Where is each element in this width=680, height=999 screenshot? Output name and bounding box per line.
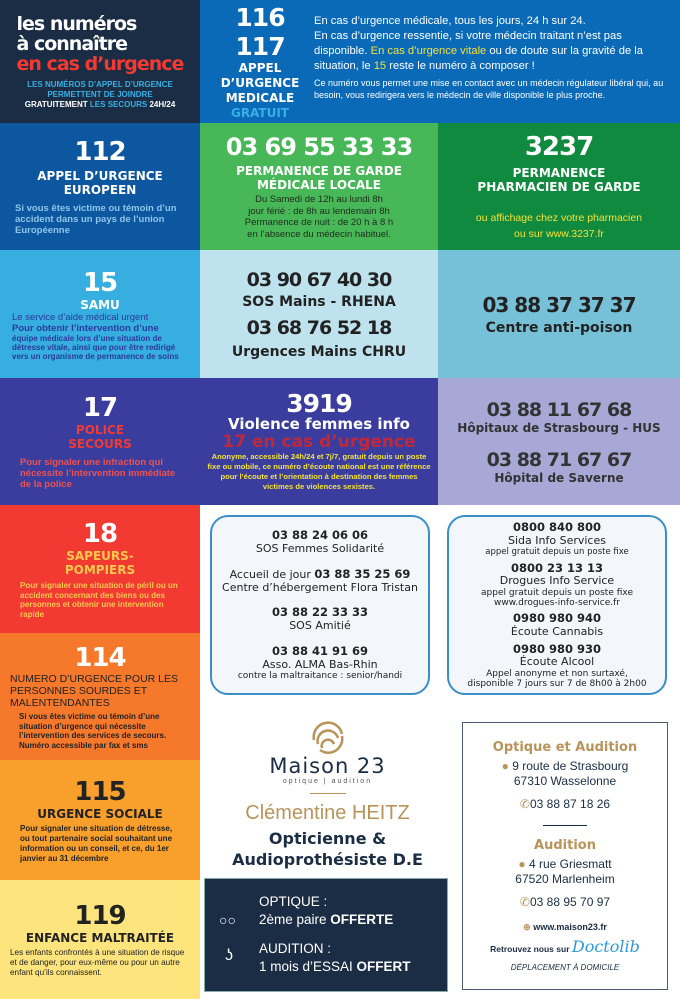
title-line: à connaître — [16, 32, 128, 55]
title: Violence femmes info — [227, 414, 410, 433]
t: 03 88 95 70 97 — [529, 895, 611, 909]
line — [222, 568, 418, 581]
sub: appel gratuit depuis un poste fixe — [485, 547, 629, 558]
entry — [256, 529, 384, 555]
t: reste le numéro à composer ! — [386, 60, 535, 72]
label: Hôpital de Saverne — [494, 470, 624, 485]
title: PERMANENCE DE GARDE MÉDICALE LOCALE — [236, 164, 402, 192]
website-link[interactable] — [523, 920, 607, 935]
t: OFFERTE — [330, 912, 394, 927]
p: Ce numéro vous permet une mise en contact avec un médecin régulateur libéral qui, au besoin, vous redirigera vers le médecin de ville disponible le plus proche. — [314, 78, 664, 100]
label — [221, 61, 300, 121]
desc — [476, 210, 642, 242]
maison23-logo-icon — [308, 720, 348, 754]
panel-18 — [0, 505, 200, 633]
phone[interactable]: 0980 980 940 — [512, 611, 602, 626]
phone-icon: ✆ — [519, 895, 530, 909]
phone[interactable]: 03 88 41 91 69 — [271, 643, 369, 658]
t: POMPIERS — [64, 563, 136, 577]
desc: Anonyme, accessible 24h/24 et 7j/7, gratuit depuis un poste fixe ou mobile, ce numéro d’écoute national est une référence pour l’écoute et l’orientation à destination des femmes victimes de violences sexistes. — [207, 451, 431, 491]
sub: disponible 7 jours sur 7 de 8h00 à 2h00 — [467, 678, 647, 689]
t: En cas d’urgence vitale — [370, 45, 487, 57]
location-pin-icon: ● — [501, 759, 509, 773]
helplines-box-2 — [447, 515, 667, 695]
label: Centre d’hébergement Flora Tristan — [222, 580, 418, 594]
label: SOS Mains - RHENA — [242, 294, 396, 310]
d: ou sur www.3237.fr — [514, 227, 604, 240]
helplines-box-1 — [210, 515, 430, 695]
entry — [467, 643, 646, 689]
phone[interactable]: 03 88 35 25 69 — [314, 566, 411, 581]
t: POLICE — [75, 423, 125, 437]
p: En cas d’urgence médicale, tous les jours, 24 h sur 24. — [314, 15, 586, 27]
panel-3919 — [200, 378, 438, 505]
t: 2ème paire — [259, 912, 331, 927]
title: ENFANCE MALTRAITÉE — [25, 931, 175, 945]
t: 9 route de Strasbourg — [512, 759, 629, 773]
glasses-icon: ○○ — [219, 912, 236, 928]
label: SOS Femmes Solidarité — [255, 542, 385, 556]
shop-title: Optique et Audition — [492, 740, 638, 755]
number: 03 69 55 33 33 — [225, 133, 413, 161]
label: Drogues Info Service — [499, 574, 615, 588]
offers-panel — [204, 878, 448, 992]
number: 18 — [82, 519, 118, 549]
t: 15 — [373, 60, 387, 72]
number: 119 — [74, 901, 126, 931]
sub-line: PERMETTENT DE JOINDRE — [47, 89, 153, 99]
label: Sida Info Services — [508, 533, 606, 547]
phone-icon: ✆ — [519, 797, 530, 811]
offer-optique — [259, 893, 393, 929]
desc: Pour signaler une situation de péril ou un accident concernant des biens ou des personnes et obtenir une intervention rapide — [20, 581, 178, 619]
entry — [222, 568, 418, 594]
phone: 03 88 37 37 37 — [482, 293, 636, 317]
entry — [511, 612, 603, 638]
header-panel — [0, 0, 200, 123]
t: OFFERT — [356, 959, 411, 974]
d: Du Samedi de 12h au lundi 8h — [255, 194, 383, 205]
title-line: les numéros — [16, 12, 137, 35]
desc: Pour signaler une situation de détresse, ou tout partenaire social souhaitant une information ou un conseil, et ce, du 1er janvier au 31 décembre — [20, 823, 173, 863]
panel-hus — [438, 378, 680, 505]
d: Le service d’aide médical urgent — [12, 311, 149, 323]
t: www.maison23.fr — [533, 922, 607, 932]
desc: Si vous êtes victime ou témoin d’une situation d’urgence qui nécessite l’intervention des services de secours. Numéro accessible par fax et sms — [19, 712, 167, 750]
number: 17 — [82, 393, 118, 423]
t: Accueil de jour — [229, 567, 315, 581]
label: Centre anti-poison — [485, 320, 633, 336]
tagline: optique | audition — [282, 778, 373, 785]
title: URGENCE SOCIALE — [37, 806, 163, 821]
panel-garde — [200, 123, 438, 250]
entry — [238, 645, 402, 681]
d: jour férié : de 8h au lendemain 8h — [248, 205, 390, 217]
t: SECOURS — [68, 437, 132, 451]
header-title — [17, 14, 184, 74]
doctolib-logo: Doctolib — [571, 937, 640, 956]
label: Écoute Alcool — [519, 655, 595, 669]
desc — [245, 194, 393, 240]
divider — [310, 793, 346, 794]
phone: 03 88 11 67 68 — [486, 398, 632, 421]
practitioner-name: Clémentine HEITZ — [245, 802, 410, 824]
entry — [272, 606, 368, 632]
label: Asso. ALMA Bas-Rhin — [262, 657, 378, 671]
sub: contre la maltraitance : senior/handi — [237, 670, 403, 681]
number: 115 — [74, 776, 126, 807]
shops-panel — [462, 722, 668, 990]
label: Hôpitaux de Strasbourg - HUS — [457, 420, 661, 435]
t: SAPEURS- — [66, 549, 134, 563]
sub-line: LES NUMÉROS D’APPEL D’URGENCE — [27, 79, 173, 89]
l: APPEL — [238, 60, 282, 75]
d: en l’absence du médecin habituel. — [247, 228, 391, 240]
maison23-ad — [205, 710, 450, 880]
shop-title: Audition — [534, 838, 596, 853]
phone[interactable]: 03 88 22 33 33 — [271, 605, 369, 620]
panel-114 — [0, 633, 200, 760]
panel-115 — [0, 760, 200, 880]
panel-15 — [0, 250, 200, 378]
address — [502, 759, 629, 789]
l: MEDICALE — [225, 90, 295, 105]
number: 114 — [74, 643, 126, 673]
l: D’URGENCE — [220, 75, 300, 90]
panel-mains — [200, 250, 438, 378]
t: 03 88 87 18 26 — [529, 797, 611, 811]
panel-119 — [0, 880, 200, 999]
sub-line: 24H/24 — [147, 99, 176, 109]
t: 4 rue Griesmatt — [528, 857, 612, 871]
divider — [543, 825, 587, 826]
phone[interactable]: 0800 23 13 13 — [510, 560, 604, 575]
panel-3237 — [438, 123, 680, 250]
title — [65, 549, 135, 577]
sub-line: GRATUITEMENT — [24, 99, 90, 109]
t: OPTIQUE : — [259, 894, 328, 909]
phone[interactable] — [520, 895, 610, 910]
d: ou affichage chez votre pharmacien — [475, 211, 643, 224]
role: Opticienne & — [268, 829, 387, 848]
number: 15 — [82, 267, 118, 298]
t: AUDITION : — [259, 941, 332, 956]
t: En cas d’urgence ressentie, si votre médecin traitant n’est pas disponible. — [314, 30, 622, 57]
role: Audioprothésiste D.E — [232, 850, 423, 869]
p — [314, 29, 674, 74]
t: 1 mois d’ESSAI — [259, 959, 357, 974]
urgent: 17 en cas d’urgence — [222, 431, 416, 452]
sub: appel gratuit depuis un poste fixe — [481, 587, 633, 598]
desc: Les enfants confrontés à une situation de risque et de danger, pour eux-même ou pour un autre enfant qu’ils connaissent. — [10, 948, 185, 977]
sub: Appel anonyme et non surtaxé, — [486, 668, 628, 679]
url[interactable]: www.drogues-info-service.fr — [494, 597, 620, 608]
globe-icon: ⊕ — [523, 922, 531, 932]
desc — [12, 312, 188, 361]
phone[interactable] — [520, 797, 610, 812]
title-line: en cas d’urgence — [16, 52, 184, 75]
number: 112 — [74, 137, 126, 167]
address — [515, 857, 614, 887]
phone[interactable]: 03 88 24 06 06 — [271, 528, 369, 543]
t: 67520 Marlenheim — [515, 872, 615, 886]
entry — [481, 562, 633, 608]
header-subtitle — [25, 80, 176, 110]
t: 67310 Wasselonne — [513, 774, 617, 788]
phone: 03 88 71 67 67 — [486, 448, 632, 471]
label: Écoute Cannabis — [510, 624, 604, 638]
title: PERMANENCE PHARMACIEN DE GARDE — [477, 165, 641, 194]
entry — [485, 521, 629, 557]
panel-116117 — [200, 0, 680, 123]
label: SOS Amitié — [289, 619, 351, 633]
desc: Pour signaler une infraction qui nécessite l’intervention immédiate de la police — [20, 457, 176, 490]
title: NUMERO D’URGENCE POUR LES PERSONNES SOURDES ET MALENTENDANTES — [10, 673, 179, 709]
ear-icon: ʖ — [225, 947, 233, 964]
sub-line: LES SECOURS — [89, 99, 148, 109]
home-visit: DÉPLACEMENT À DOMICILE — [510, 963, 620, 972]
title: SAMU — [80, 297, 120, 312]
phone[interactable]: 0980 980 930 — [512, 641, 601, 656]
t: Retrouvez nous sur — [490, 944, 572, 954]
panel-112 — [0, 123, 200, 250]
d: équipe médicale lors d’une situation de détresse vitale, ainsi que pour être redirigé vers un organisme de permanence de soins — [12, 333, 179, 361]
doctolib-link[interactable] — [490, 939, 640, 957]
phone: 03 68 76 52 18 — [246, 317, 392, 339]
number: 116 117 — [235, 2, 285, 61]
offer-audition — [259, 940, 411, 976]
title — [68, 423, 131, 451]
location-pin-icon: ● — [518, 857, 526, 871]
logo-text: Maison 23 — [269, 754, 386, 778]
d: Permanence de nuit : de 20 h à 8 h — [244, 217, 394, 228]
desc: Si vous êtes victime ou témoin d’un accident dans un pays de l’union Européenne — [15, 203, 177, 236]
number: 3919 — [286, 388, 352, 418]
description — [314, 14, 674, 101]
label: Urgences Mains CHRU — [231, 344, 407, 360]
phone[interactable]: 0800 840 800 — [512, 520, 602, 535]
panel-17 — [0, 378, 200, 505]
t: ou de doute sur la gravité de la situation, le — [314, 45, 644, 72]
number: 3237 — [524, 131, 594, 162]
title: APPEL D’URGENCE EUROPEEN — [37, 169, 163, 197]
d: Pour obtenir l’intervention d’une — [12, 322, 159, 334]
panel-poison — [438, 250, 680, 378]
l: GRATUIT — [230, 105, 289, 120]
phone: 03 90 67 40 30 — [246, 269, 392, 291]
